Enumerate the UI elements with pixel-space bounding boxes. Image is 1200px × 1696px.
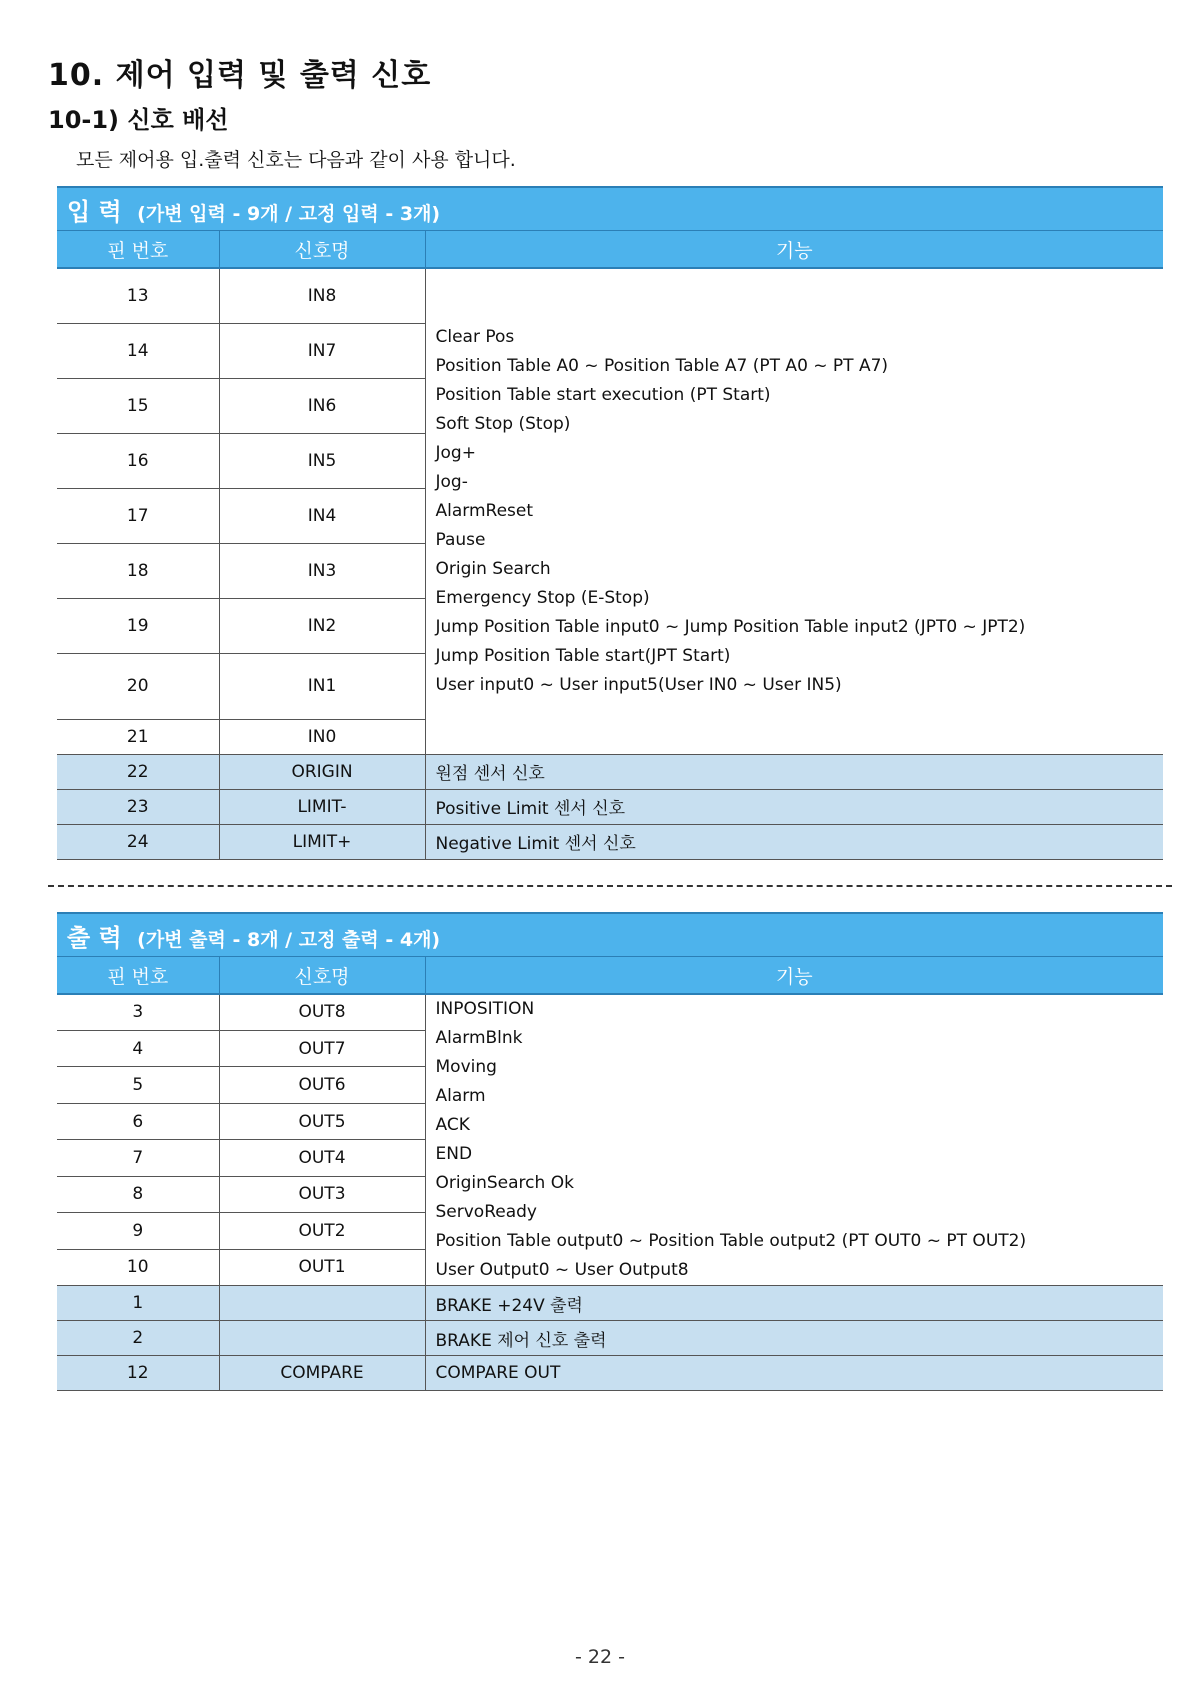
fixed-output-row [57, 1286, 1163, 1321]
pin-cell: 3 [57, 994, 219, 1030]
function-item: User Output0 ~ User Output8 [435, 1260, 689, 1280]
header-pin: 핀 번호 [57, 957, 219, 995]
function-item: OriginSearch Ok [435, 1173, 574, 1193]
function-item: Pause [435, 529, 486, 550]
pin-cell: 8 [57, 1176, 219, 1212]
function-item: ACK [435, 1115, 470, 1135]
fixed-output-row [57, 1321, 1163, 1356]
function-item: Alarm [435, 1086, 486, 1106]
pin-cell: 14 [57, 323, 219, 378]
pin-cell: 18 [57, 543, 219, 598]
fixed-output-row [57, 1356, 1163, 1391]
signal-cell: IN8 [219, 268, 425, 323]
signal-cell: OUT2 [219, 1213, 425, 1249]
function-item: Position Table output0 ~ Position Table output2 (PT OUT0 ~ PT OUT2) [435, 1231, 1027, 1251]
input-banner-title: 입 력 [67, 197, 122, 226]
signal-cell: OUT6 [219, 1067, 425, 1103]
header-pin: 핀 번호 [57, 231, 219, 269]
header-function: 기능 [425, 231, 1163, 269]
input-function-list [425, 268, 1163, 754]
fixed-input-row [57, 754, 1163, 789]
header-signal: 신호명 [219, 231, 425, 269]
output-header-row [57, 957, 1163, 995]
pin-cell: 19 [57, 598, 219, 653]
pin-cell: 2 [57, 1321, 219, 1356]
signal-cell: LIMIT- [219, 789, 425, 824]
function-item: Position Table start execution (PT Start) [435, 384, 771, 405]
signal-cell: IN5 [219, 433, 425, 488]
input-banner-subtitle: (가변 입력 - 9개 / 고정 입력 - 3개) [137, 202, 441, 225]
function-cell: Positive Limit 센서 신호 [425, 789, 1163, 824]
signal-cell: LIMIT+ [219, 824, 425, 859]
signal-cell [219, 1321, 425, 1356]
function-item: Position Table A0 ~ Position Table A7 (PT A0 ~ PT A7) [435, 355, 889, 376]
output-function-list [425, 994, 1163, 1286]
section-title: 10-1) 신호 배선 [48, 106, 229, 134]
signal-cell: IN0 [219, 719, 425, 754]
function-item: Soft Stop (Stop) [435, 413, 571, 434]
signal-cell: OUT5 [219, 1103, 425, 1139]
function-cell: BRAKE 제어 신호 출력 [425, 1321, 1163, 1356]
fixed-input-row [57, 789, 1163, 824]
input-signal-table [57, 186, 1163, 860]
function-item: Jog- [435, 471, 468, 492]
pin-cell: 5 [57, 1067, 219, 1103]
pin-cell: 17 [57, 488, 219, 543]
intro-text: 모든 제어용 입.출력 신호는 다음과 같이 사용 합니다. [76, 149, 516, 171]
table-row [57, 994, 1163, 1030]
pin-cell: 6 [57, 1103, 219, 1139]
pin-cell: 23 [57, 789, 219, 824]
pin-cell: 4 [57, 1030, 219, 1066]
pin-cell: 20 [57, 653, 219, 719]
signal-cell: IN4 [219, 488, 425, 543]
function-item: Jog+ [435, 442, 476, 463]
output-banner-title: 출 력 [67, 923, 122, 952]
pin-cell: 15 [57, 378, 219, 433]
pin-cell: 9 [57, 1213, 219, 1249]
output-banner [57, 913, 1163, 957]
function-cell: 원점 센서 신호 [425, 754, 1163, 789]
page-title: 10. 제어 입력 및 출력 신호 [48, 58, 432, 93]
output-banner-subtitle: (가변 출력 - 8개 / 고정 출력 - 4개) [137, 928, 441, 951]
function-item: END [435, 1144, 473, 1164]
input-banner [57, 187, 1163, 231]
signal-cell: ORIGIN [219, 754, 425, 789]
function-item: AlarmReset [435, 500, 534, 521]
signal-cell: IN6 [219, 378, 425, 433]
signal-cell: OUT7 [219, 1030, 425, 1066]
pin-cell: 13 [57, 268, 219, 323]
output-signal-table [57, 912, 1163, 1391]
function-item: Moving [435, 1057, 497, 1077]
signal-cell: COMPARE [219, 1356, 425, 1391]
signal-cell: OUT1 [219, 1249, 425, 1285]
fixed-input-row [57, 824, 1163, 859]
signal-cell: IN3 [219, 543, 425, 598]
function-item: AlarmBlnk [435, 1028, 523, 1048]
signal-cell [219, 1286, 425, 1321]
function-item: INPOSITION [435, 999, 535, 1019]
pin-cell: 21 [57, 719, 219, 754]
function-item: Emergency Stop (E-Stop) [435, 587, 650, 608]
function-cell: Negative Limit 센서 신호 [425, 824, 1163, 859]
signal-cell: OUT3 [219, 1176, 425, 1212]
pin-cell: 22 [57, 754, 219, 789]
signal-cell: OUT8 [219, 994, 425, 1030]
signal-cell: IN2 [219, 598, 425, 653]
pin-cell: 12 [57, 1356, 219, 1391]
function-cell: BRAKE +24V 출력 [425, 1286, 1163, 1321]
header-signal: 신호명 [219, 957, 425, 995]
signal-cell: IN1 [219, 653, 425, 719]
function-cell: COMPARE OUT [425, 1356, 1163, 1391]
function-item: Clear Pos [435, 326, 515, 347]
pin-cell: 24 [57, 824, 219, 859]
function-item: Origin Search [435, 558, 551, 579]
function-item: ServoReady [435, 1202, 537, 1222]
table-row [57, 268, 1163, 323]
pin-cell: 16 [57, 433, 219, 488]
page-number: - 22 - [575, 1646, 625, 1668]
pin-cell: 1 [57, 1286, 219, 1321]
section-divider [48, 885, 1172, 887]
function-item: Jump Position Table start(JPT Start) [435, 645, 731, 666]
function-item: User input0 ~ User input5(User IN0 ~ User IN5) [435, 674, 842, 695]
signal-cell: OUT4 [219, 1140, 425, 1176]
header-function: 기능 [425, 957, 1163, 995]
input-header-row [57, 231, 1163, 269]
function-item: Jump Position Table input0 ~ Jump Position Table input2 (JPT0 ~ JPT2) [435, 616, 1026, 637]
signal-cell: IN7 [219, 323, 425, 378]
pin-cell: 7 [57, 1140, 219, 1176]
pin-cell: 10 [57, 1249, 219, 1285]
